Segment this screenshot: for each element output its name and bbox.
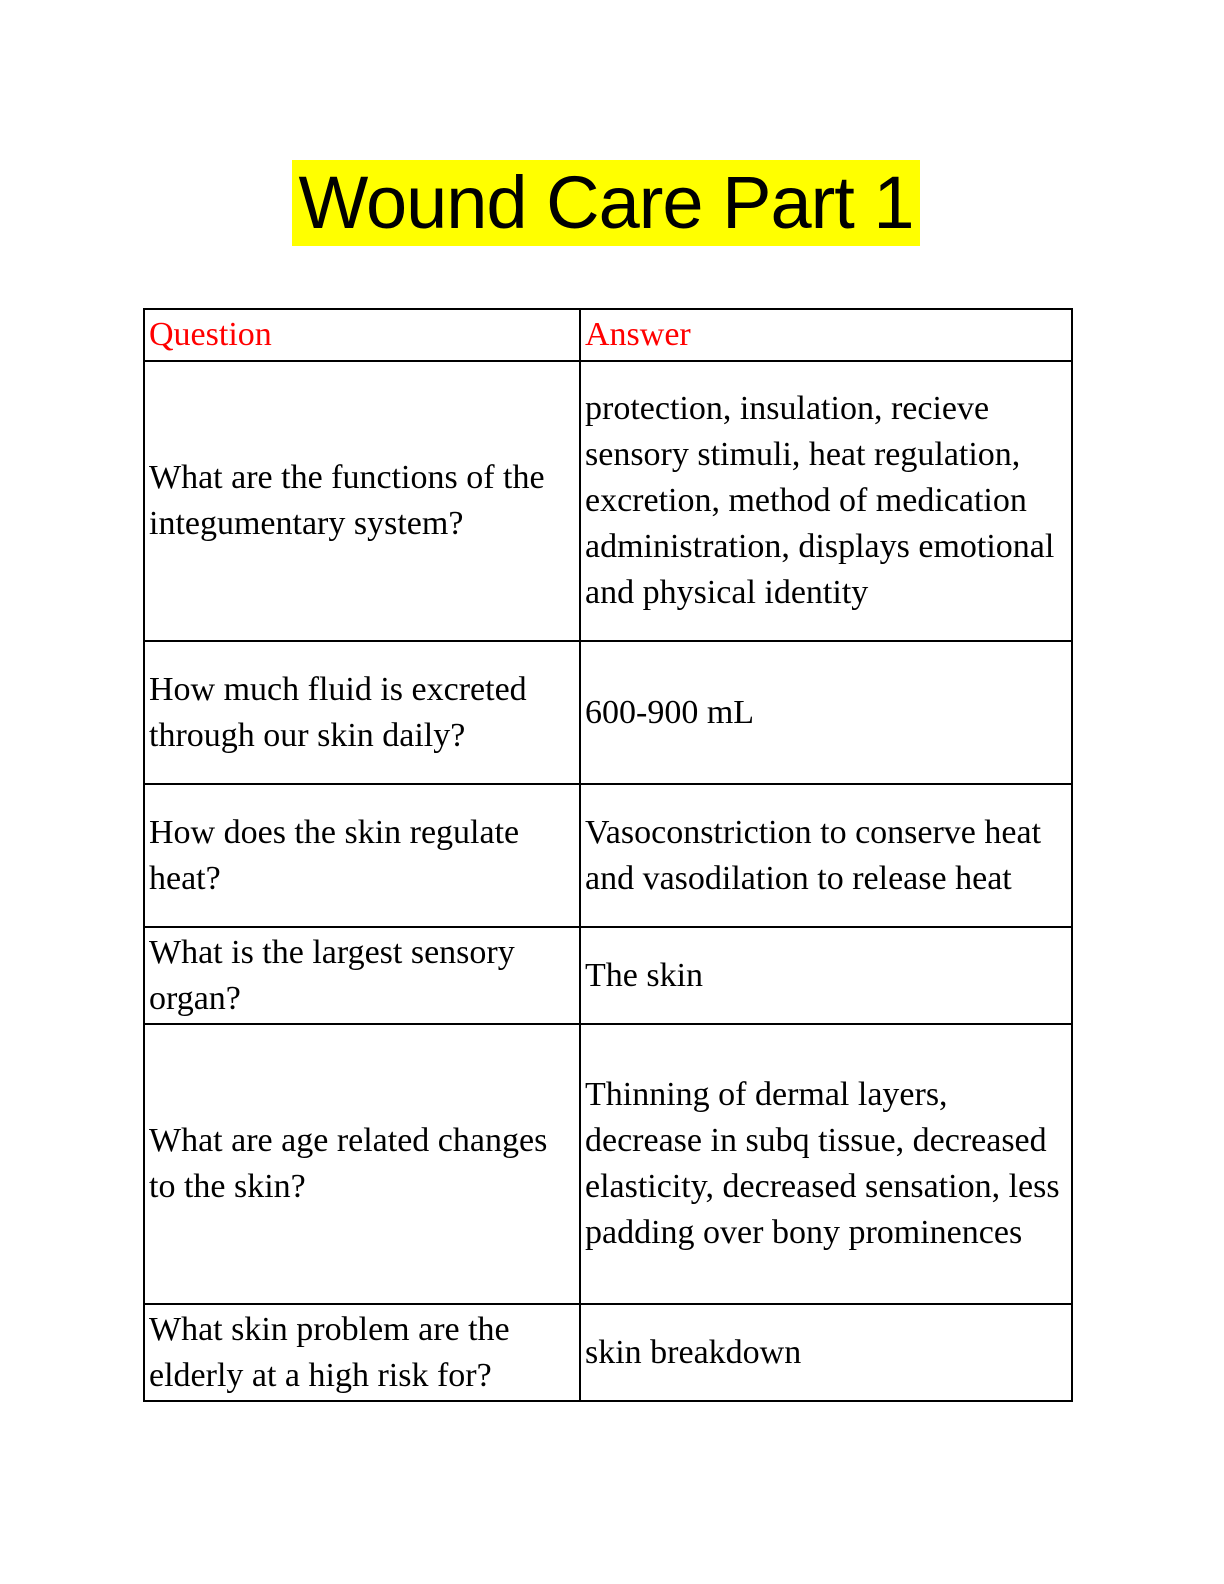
question-cell: How much fluid is excreted through our skin daily? xyxy=(144,641,580,784)
question-cell: What are the functions of the integumentary system? xyxy=(144,361,580,641)
page-title: Wound Care Part 1 xyxy=(292,160,920,246)
answer-column-header: Answer xyxy=(580,309,1072,361)
table-row xyxy=(144,1024,1072,1304)
qa-table xyxy=(143,308,1073,1402)
answer-cell: protection, insulation, recieve sensory stimuli, heat regulation, excretion, method of medication administration, displays emotional and physical identity xyxy=(580,361,1072,641)
question-cell: How does the skin regulate heat? xyxy=(144,784,580,927)
table-header-row xyxy=(144,309,1072,361)
answer-cell: The skin xyxy=(580,927,1072,1024)
question-cell: What skin problem are the elderly at a high risk for? xyxy=(144,1304,580,1401)
table-row xyxy=(144,784,1072,927)
answer-cell: Vasoconstriction to conserve heat and vasodilation to release heat xyxy=(580,784,1072,927)
answer-cell: 600-900 mL xyxy=(580,641,1072,784)
table-row xyxy=(144,927,1072,1024)
table-row xyxy=(144,641,1072,784)
question-cell: What are age related changes to the skin? xyxy=(144,1024,580,1304)
table-row xyxy=(144,1304,1072,1401)
question-cell: What is the largest sensory organ? xyxy=(144,927,580,1024)
question-column-header: Question xyxy=(144,309,580,361)
table-row xyxy=(144,361,1072,641)
answer-cell: skin breakdown xyxy=(580,1304,1072,1401)
answer-cell: Thinning of dermal layers, decrease in subq tissue, decreased elasticity, decreased sensation, less padding over bony prominences xyxy=(580,1024,1072,1304)
